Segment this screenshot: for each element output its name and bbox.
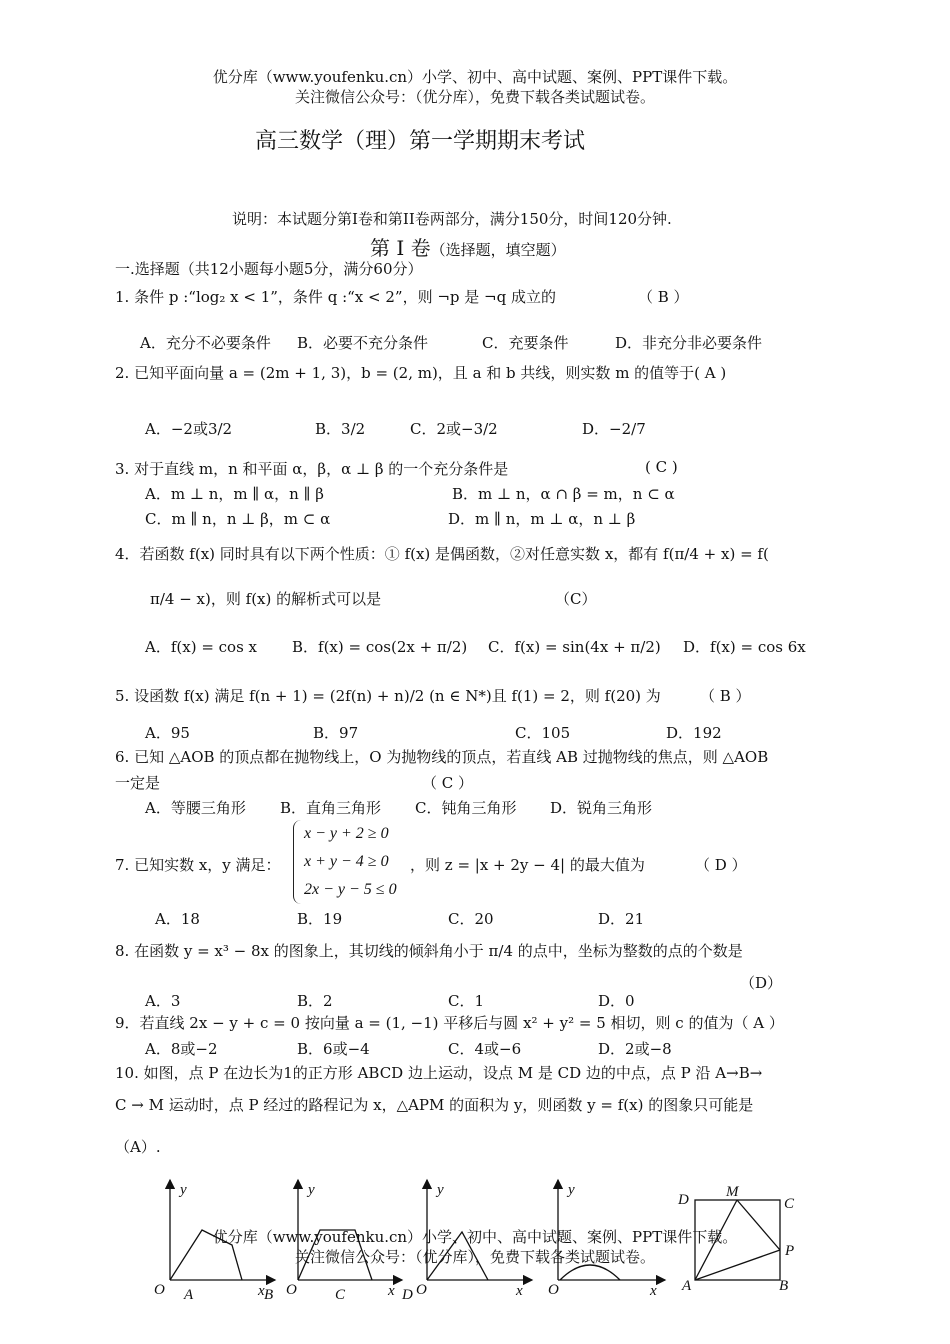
square-label-c: C bbox=[784, 1196, 795, 1212]
q2-option-d: D．−2/7 bbox=[582, 420, 646, 438]
q5-option-d: D．192 bbox=[666, 724, 722, 742]
q10-stem: 10. 如图，点 P 在边长为1的正方形 ABCD 边上运动，设点 M 是 CD 边的中点，点 P 沿 A→B→ bbox=[115, 1064, 763, 1082]
graph-c-letter: C bbox=[335, 1287, 346, 1303]
q1-option-c: C．充要条件 bbox=[482, 334, 569, 352]
q7-inequality-2: x + y − 4 ≥ 0 bbox=[304, 853, 389, 870]
graph-b-x-label: x bbox=[388, 1283, 395, 1299]
q7-stem-cont: ，则 z = |x + 2y − 4| 的最大值为 bbox=[410, 856, 645, 874]
q7-stem: 7. 已知实数 x，y 满足： bbox=[115, 856, 281, 874]
q8-option-d: D．0 bbox=[598, 992, 635, 1010]
q8-option-b: B．2 bbox=[297, 992, 333, 1010]
q7-system bbox=[293, 820, 397, 904]
q9-option-c: C．4或−6 bbox=[448, 1040, 522, 1058]
graph-d-letter: D bbox=[402, 1287, 413, 1303]
exam-note: 说明：本试题分第I卷和第II卷两部分，满分150分，时间120分钟. bbox=[232, 210, 672, 228]
q9-option-a: A．8或−2 bbox=[145, 1040, 218, 1058]
part-one-heading bbox=[370, 232, 566, 261]
q7-answer: （ D ） bbox=[695, 856, 747, 874]
q5-answer: （ B ） bbox=[700, 687, 751, 705]
q5-option-b: B．97 bbox=[313, 724, 359, 742]
graph-a-origin: O bbox=[154, 1282, 165, 1298]
q3-stem: 3. 对于直线 m，n 和平面 α，β，α ⊥ β 的一个充分条件是 bbox=[115, 460, 509, 478]
q6-stem: 6. 已知 △AOB 的顶点都在抛物线上，O 为抛物线的顶点，若直线 AB 过抛物线的焦点，则 △AOB bbox=[115, 748, 769, 766]
q6-option-c: C．钝角三角形 bbox=[415, 799, 517, 817]
footer-line-2: 关注微信公众号：（优分库），免费下载各类试题试卷。 bbox=[294, 1248, 655, 1266]
q4-option-a: A．f(x) = cos x bbox=[145, 638, 258, 656]
graph-a-letter: A bbox=[184, 1287, 194, 1303]
graph-b-y-label: y bbox=[308, 1182, 315, 1198]
q6-answer: （ C ） bbox=[422, 774, 474, 792]
graph-c-x-label: x bbox=[516, 1283, 523, 1299]
q3-answer: ( C ) bbox=[645, 458, 678, 476]
q7-inequality-3: 2x − y − 5 ≤ 0 bbox=[304, 881, 397, 898]
q4-answer: （C） bbox=[555, 590, 597, 608]
q7-inequality-1: x − y + 2 ≥ 0 bbox=[304, 825, 389, 842]
q4-option-d: D．f(x) = cos 6x bbox=[683, 638, 806, 656]
q1-answer: （ B ） bbox=[638, 288, 689, 306]
q7-option-c: C．20 bbox=[448, 910, 494, 928]
q4-option-b: B．f(x) = cos(2x + π/2) bbox=[292, 638, 468, 656]
graph-b-letter: B bbox=[264, 1287, 274, 1303]
graph-d-x-label: x bbox=[650, 1283, 657, 1299]
part-one-sub: （选择题，填空题） bbox=[430, 241, 566, 259]
q7-option-a: A．18 bbox=[155, 910, 200, 928]
graph-c-y-label: y bbox=[437, 1182, 444, 1198]
q2-option-b: B．3/2 bbox=[315, 420, 366, 438]
square-label-b: B bbox=[779, 1278, 789, 1294]
q1-option-a: A．充分不必要条件 bbox=[140, 334, 271, 352]
q2-stem: 2. 已知平面向量 a = (2m + 1, 3)，b = (2, m)，且 a 和 b 共线，则实数 m 的值等于( A ) bbox=[115, 364, 727, 382]
page-title: 高三数学（理）第一学期期末考试 bbox=[255, 129, 586, 154]
q1-option-b: B．必要不充分条件 bbox=[297, 334, 429, 352]
q2-option-c: C．2或−3/2 bbox=[410, 420, 498, 438]
square-label-p: P bbox=[785, 1243, 795, 1259]
footer-line-1: 优分库（www.youfenku.cn）小学、初中、高中试题、案例、PPT课件下载。 bbox=[212, 1228, 738, 1246]
q7-option-d: D．21 bbox=[598, 910, 645, 928]
q3-option-c: C．m ∥ n，n ⊥ β，m ⊂ α bbox=[145, 510, 331, 528]
q4-stem: 4．若函数 f(x) 同时具有以下两个性质：① f(x) 是偶函数，②对任意实数 x，都有 f(π/4 + x) = f( bbox=[115, 545, 769, 563]
q3-option-a: A．m ⊥ n，m ∥ α，n ∥ β bbox=[145, 485, 324, 503]
q1-stem: 1. 条件 p :“log₂ x < 1”，条件 q :“x < 2”，则 ¬p 是 ¬q 成立的 bbox=[115, 288, 556, 306]
square-label-a: A bbox=[682, 1278, 692, 1294]
q8-stem: 8. 在函数 y = x³ − 8x 的图象上，其切线的倾斜角小于 π/4 的点中，坐标为整数的点的个数是 bbox=[115, 942, 743, 960]
q1-option-d: D．非充分非必要条件 bbox=[615, 334, 763, 352]
q5-option-c: C．105 bbox=[515, 724, 571, 742]
q4-stem-cont: π/4 − x)，则 f(x) 的解析式可以是 bbox=[150, 590, 382, 608]
q5-stem: 5. 设函数 f(x) 满足 f(n + 1) = (2f(n) + n)/2 (n ∈ N*)且 f(1) = 2，则 f(20) 为 bbox=[115, 687, 661, 705]
q8-option-c: C．1 bbox=[448, 992, 485, 1010]
section-heading: 一.选择题（共12小题每小题5分，满分60分） bbox=[115, 260, 423, 278]
header-line-2: 关注微信公众号：（优分库），免费下载各类试题试卷。 bbox=[294, 88, 655, 106]
square-label-m: M bbox=[726, 1184, 739, 1200]
q10-stem-cont: C → M 运动时，点 P 经过的路程记为 x，△APM 的面积为 y，则函数 y = f(x) 的图象只可能是 bbox=[115, 1096, 754, 1114]
q10-stem-end: （A）. bbox=[115, 1138, 161, 1156]
q9-option-d: D．2或−8 bbox=[598, 1040, 672, 1058]
graph-d-origin: O bbox=[548, 1282, 559, 1298]
q3-option-b: B．m ⊥ n，α ∩ β = m，n ⊂ α bbox=[452, 485, 675, 503]
graph-a-x-label: x bbox=[258, 1283, 265, 1299]
graph-a-y-label: y bbox=[180, 1182, 187, 1198]
q6-option-d: D．锐角三角形 bbox=[550, 799, 653, 817]
graph-c-origin: O bbox=[416, 1282, 427, 1298]
q6-option-b: B．直角三角形 bbox=[280, 799, 382, 817]
q5-option-a: A．95 bbox=[145, 724, 190, 742]
q4-option-c: C．f(x) = sin(4x + π/2) bbox=[488, 638, 661, 656]
part-one-label: 第 I 卷 bbox=[370, 236, 431, 260]
q8-option-a: A．3 bbox=[145, 992, 181, 1010]
q8-answer: （D） bbox=[740, 974, 783, 992]
graph-d-y-label: y bbox=[568, 1182, 575, 1198]
q9-option-b: B．6或−4 bbox=[297, 1040, 370, 1058]
q9-stem: 9．若直线 2x − y + c = 0 按向量 a = (1, −1) 平移后与圆 x² + y² = 5 相切，则 c 的值为（ A ） bbox=[115, 1014, 784, 1032]
header-line-1: 优分库（www.youfenku.cn）小学、初中、高中试题、案例、PPT课件下载。 bbox=[212, 68, 738, 86]
q2-option-a: A．−2或3/2 bbox=[145, 420, 233, 438]
q6-option-a: A．等腰三角形 bbox=[145, 799, 246, 817]
square-label-d: D bbox=[678, 1192, 689, 1208]
q3-option-d: D．m ∥ n，m ⊥ α，n ⊥ β bbox=[448, 510, 636, 528]
q7-option-b: B．19 bbox=[297, 910, 343, 928]
graph-b-origin: O bbox=[286, 1282, 297, 1298]
q6-stem-cont: 一定是 bbox=[115, 774, 161, 792]
